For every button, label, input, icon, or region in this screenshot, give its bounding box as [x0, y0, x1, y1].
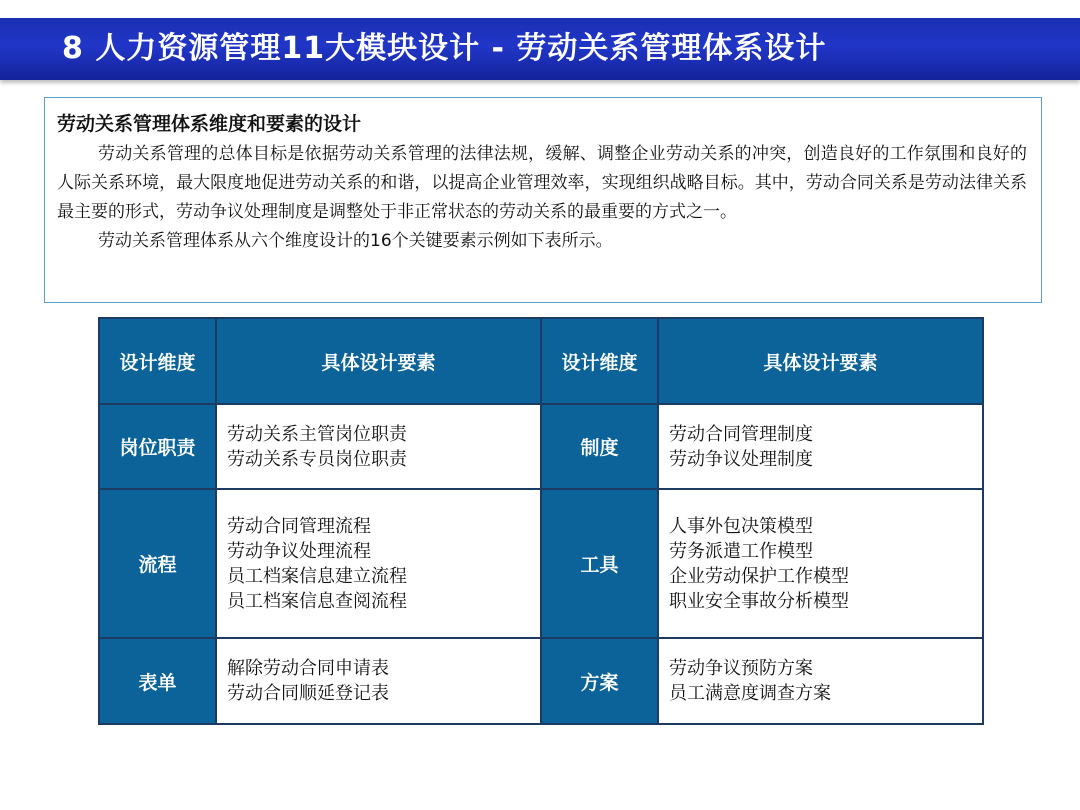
dimension-cell: 工具: [541, 489, 658, 638]
header-dimension-left: 设计维度: [99, 318, 216, 404]
element-item: 劳动合同管理流程: [227, 515, 371, 537]
element-item: 劳动合同管理制度: [669, 423, 813, 445]
elements-cell: [216, 638, 541, 724]
element-item: 劳动争议预防方案: [669, 658, 813, 679]
dimension-cell: 方案: [541, 638, 658, 724]
element-item: 解除劳动合同申请表: [227, 658, 389, 679]
header-dimension-right: 设计维度: [541, 318, 658, 404]
table-row: [99, 638, 983, 724]
dimension-cell: 岗位职责: [99, 404, 216, 489]
dimension-cell: 流程: [99, 489, 216, 638]
element-item: 员工档案信息建立流程: [227, 565, 407, 587]
element-item: 劳动争议处理制度: [669, 448, 813, 470]
element-item: 劳动争议处理流程: [227, 540, 371, 562]
element-item: 企业劳动保护工作模型: [669, 565, 849, 587]
table-row: [99, 489, 983, 638]
element-item: 劳务派遣工作模型: [669, 540, 813, 562]
design-elements-table: [98, 317, 984, 725]
elements-cell: [216, 404, 541, 489]
description-heading: 劳动关系管理体系维度和要素的设计: [57, 113, 362, 135]
element-item: 人事外包决策模型: [669, 515, 813, 537]
header-elements-right: 具体设计要素: [658, 318, 983, 404]
element-item: 员工满意度调查方案: [669, 683, 831, 704]
description-box: [44, 97, 1042, 303]
description-paragraph-2: 劳动关系管理体系从六个维度设计的16个关键要素示例如下表所示。: [98, 231, 613, 251]
header-elements-left: 具体设计要素: [216, 318, 541, 404]
element-item: 劳动合同顺延登记表: [227, 683, 389, 704]
title-bar: [0, 18, 1080, 80]
element-item: 劳动关系专员岗位职责: [227, 448, 407, 470]
table-row: [99, 404, 983, 489]
elements-cell: [658, 638, 983, 724]
element-item: 员工档案信息查阅流程: [227, 590, 407, 612]
elements-cell: [658, 489, 983, 638]
dimension-cell: 制度: [541, 404, 658, 489]
table-header-row: [99, 318, 983, 404]
description-paragraph-1: 劳动关系管理的总体目标是依据劳动关系管理的法律法规，缓解、调整企业劳动关系的冲突，创造良好的工作氛围和良好的人际关系环境，最大限度地促进劳动关系的和谐，以提高企业管理效率，实现组织战略目标。其中，劳动合同关系是劳动法律关系最主要的形式，劳动争议处理制度是调整处于非正常状态的劳动关系的最重要的方式之一。: [57, 144, 1027, 222]
elements-cell: [658, 404, 983, 489]
page-title: 8 人力资源管理11大模块设计 - 劳动关系管理体系设计: [62, 31, 827, 66]
elements-cell: [216, 489, 541, 638]
element-item: 职业安全事故分析模型: [669, 590, 849, 612]
dimension-cell: 表单: [99, 638, 216, 724]
element-item: 劳动关系主管岗位职责: [227, 423, 407, 445]
